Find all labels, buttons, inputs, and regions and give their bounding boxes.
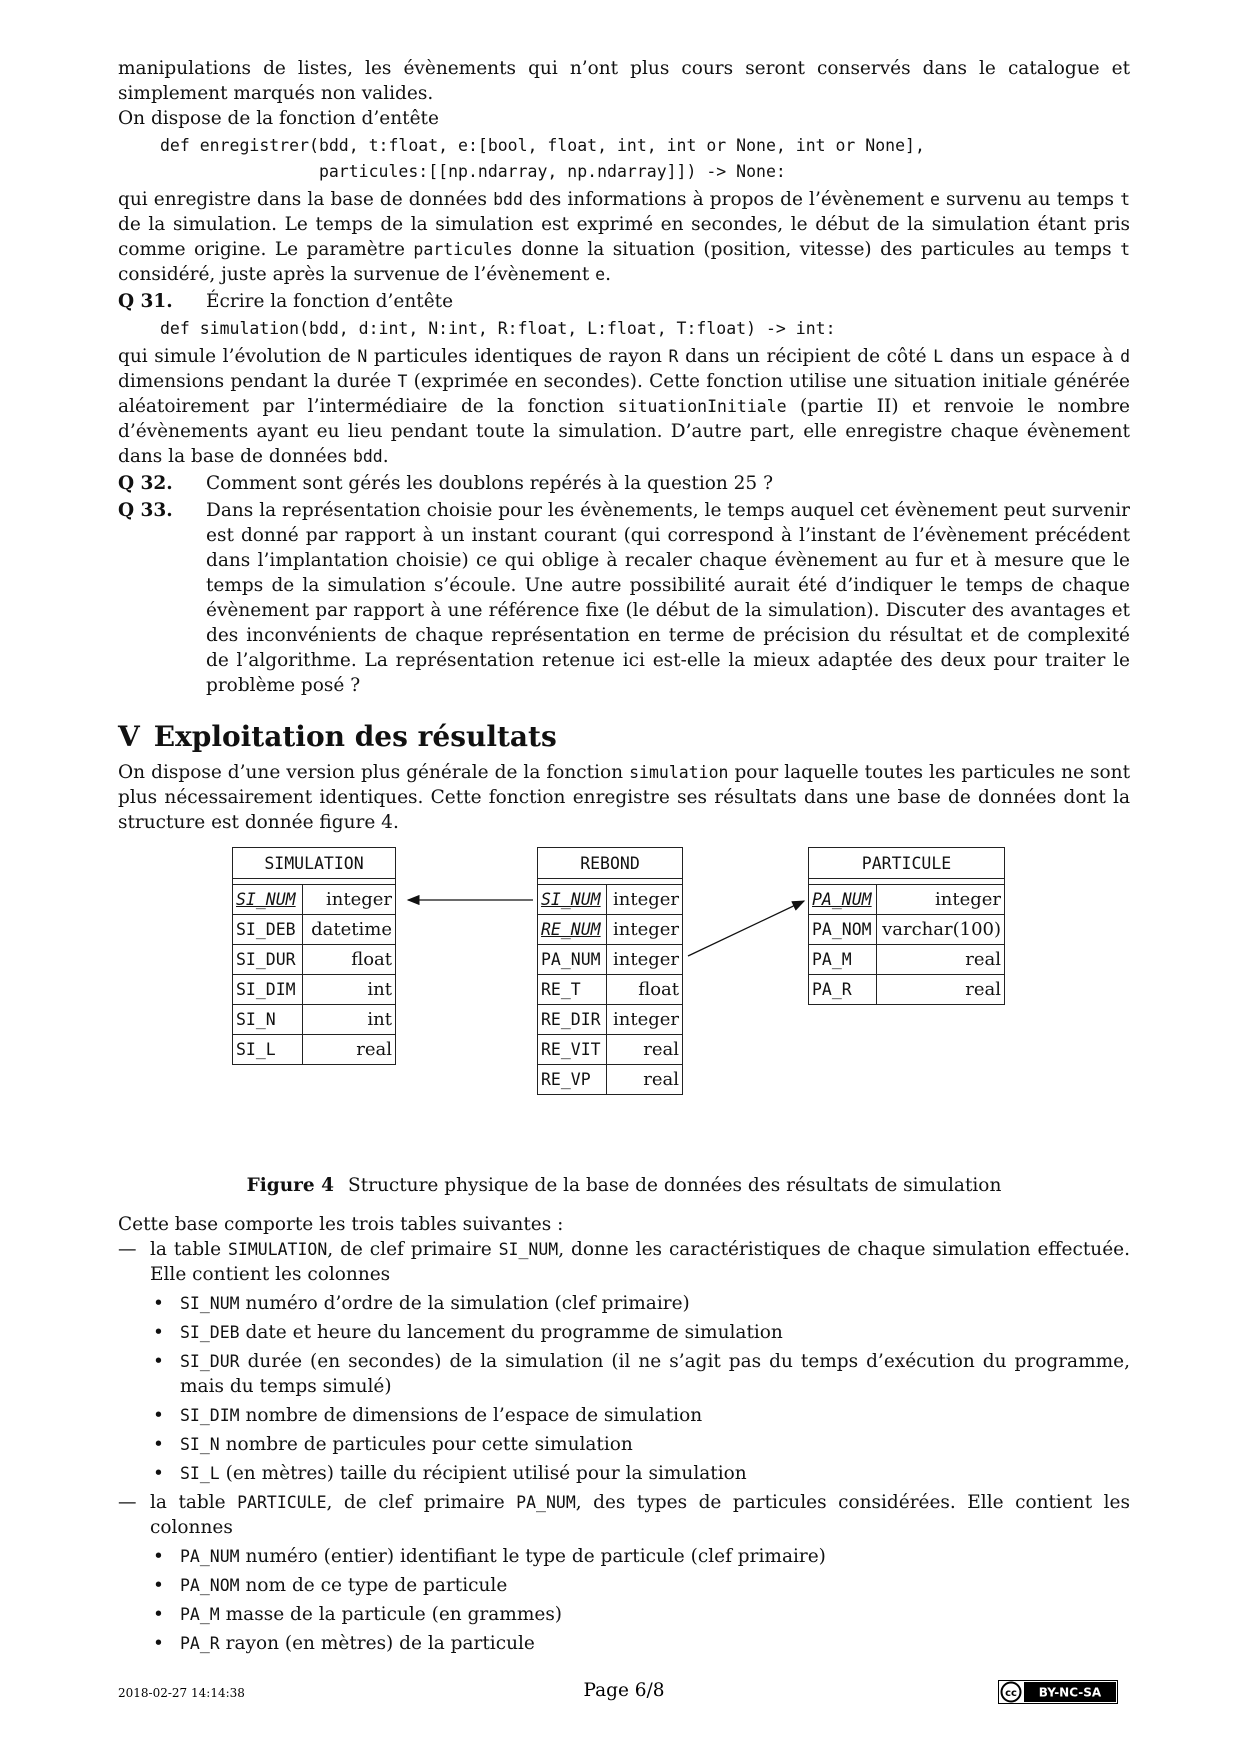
base-paragraph: Cette base comporte les trois tables suivantes : — [118, 1214, 564, 1235]
column-type: integer — [607, 945, 683, 975]
page-number: Page 6/8 — [583, 1680, 665, 1701]
simulation-columns-list — [150, 1291, 1130, 1486]
bullet-marker: • — [153, 1405, 164, 1426]
particule-columns-list — [150, 1544, 1130, 1656]
bullet-marker: • — [153, 1351, 164, 1372]
column-name: RE_T — [538, 975, 607, 1005]
dash-marker: — — [118, 1239, 137, 1260]
code-enregistrer-line-2: particules:[[np.ndarray, np.ndarray]]) -> None: — [160, 162, 786, 181]
column-description: numéro d’ordre de la simulation (clef primaire) — [239, 1293, 690, 1314]
column-name: SI_NUM — [538, 885, 607, 915]
column-name: SI_DUR — [180, 1352, 240, 1371]
column-type: integer — [303, 885, 396, 915]
question-text: Dans la représentation choisie pour les évènements, le temps auquel cet évènement peut survenir est donné par rapport à un instant courant (qui correspond à l’instant de l’évènement précédent dans l’implantation choisie) ce qui oblige à recaler chaque évènement au fur et à mesure que le temps de la simulation s’écoule. Une autre possibilité aurait été d’indiquer le temps de chaque évènement par rapport à une référence fixe (le début de la simulation). Discuter des avantages et des inconvénients de chaque représentation en terme de précision du résultat et de complexité de l’algorithme. La représentation retenue ici est-elle la mieux adaptée des deux pour traiter le problème posé ? — [206, 500, 1130, 696]
column-description: date et heure du lancement du programme de simulation — [239, 1322, 783, 1343]
bullet-marker: • — [153, 1604, 164, 1625]
column-type: integer — [607, 915, 683, 945]
column-name: PA_R — [180, 1634, 220, 1653]
column-type: real — [607, 1065, 683, 1095]
column-type: float — [607, 975, 683, 1005]
column-name: PA_NUM — [538, 945, 607, 975]
column-name: SI_NUM — [180, 1294, 240, 1313]
bullet-marker: • — [153, 1293, 164, 1314]
column-name: SI_DUR — [233, 945, 303, 975]
column-name: SI_N — [233, 1005, 303, 1035]
table-name: REBOND — [538, 848, 683, 879]
relation-arrows — [118, 847, 1130, 1167]
column-name: PA_M — [809, 945, 877, 975]
figure-caption-text: Structure physique de la base de données des résultats de simulation — [348, 1175, 1002, 1196]
question-label: Q 32. — [118, 473, 173, 494]
column-name: RE_VP — [538, 1065, 607, 1095]
bullet-marker: • — [153, 1633, 164, 1654]
list-item — [150, 1432, 1130, 1457]
list-item — [150, 1403, 1130, 1428]
column-name: SI_DEB — [180, 1323, 240, 1342]
column-name: RE_VIT — [538, 1035, 607, 1065]
question-32 — [118, 471, 1130, 496]
tables-description-list — [118, 1237, 1130, 1656]
column-description: durée (en secondes) de la simulation (il ne s’agit pas du temps d’exécution du programme, mais du temps simulé) — [180, 1351, 1130, 1397]
column-name: PA_R — [809, 975, 877, 1005]
column-name: PA_NUM — [180, 1547, 240, 1566]
page-footer — [118, 1680, 1130, 1706]
section-number: V — [118, 720, 140, 753]
column-name: SI_L — [233, 1035, 303, 1065]
figure-caption — [118, 1173, 1130, 1198]
column-type: integer — [876, 885, 1004, 915]
column-description: rayon (en mètres) de la particule — [219, 1633, 535, 1654]
column-description: masse de la particule (en grammes) — [219, 1604, 563, 1625]
list-item — [150, 1320, 1130, 1345]
question-text: Écrire la fonction d’entête — [206, 291, 454, 312]
intro-paragraph: manipulations de listes, les évènements qui n’ont plus cours seront conservés dans le catalogue et simplement marqués non valides. — [118, 58, 1130, 104]
table-name: PARTICULE — [809, 848, 1005, 879]
license-text: BY-NC-SA — [1038, 1685, 1102, 1700]
page-content — [118, 56, 1130, 1660]
column-type: real — [607, 1035, 683, 1065]
column-name: SI_DIM — [180, 1406, 240, 1425]
footer-date: 2018-02-27 14:14:38 — [118, 1686, 245, 1700]
list-item — [150, 1544, 1130, 1569]
column-type: real — [303, 1035, 396, 1065]
column-type: varchar(100) — [876, 915, 1004, 945]
column-name: PA_NOM — [180, 1576, 240, 1595]
cc-icon-text: cc — [1005, 1688, 1017, 1699]
column-type: integer — [607, 885, 683, 915]
bullet-marker: • — [153, 1463, 164, 1484]
column-name: SI_N — [180, 1435, 220, 1454]
list-item — [150, 1461, 1130, 1486]
section-title: Exploitation des résultats — [153, 720, 557, 753]
dispose-paragraph: On dispose de la fonction d’entête — [118, 108, 439, 129]
column-type: real — [876, 975, 1004, 1005]
column-name: PA_M — [180, 1605, 220, 1624]
column-name: RE_DIR — [538, 1005, 607, 1035]
arrow-rebond-to-particule — [688, 901, 804, 956]
enregistrer-description: qui enregistre dans la base de données bdd des informations à propos de l’évènement e survenu au temps t de la simulation. Le temps de la simulation est exprimé en secondes, le début de la simulation étant pris comme origine. Le paramètre particules donne la situation (position, vitesse) des particules au temps t considéré, juste après la survenue de l’évènement e. — [118, 189, 1130, 285]
list-item — [150, 1631, 1130, 1656]
column-type: float — [303, 945, 396, 975]
code-simulation: def simulation(bdd, d:int, N:int, R:float, L:float, T:float) -> int: — [160, 319, 836, 338]
column-description: nom de ce type de particule — [239, 1575, 508, 1596]
column-type: datetime — [303, 915, 396, 945]
dash-marker: — — [118, 1492, 137, 1513]
column-name: RE_NUM — [538, 915, 607, 945]
section-intro: On dispose d’une version plus générale de la fonction simulation pour laquelle toutes les particules ne sont plus nécessairement identiques. Cette fonction enregistre ses résultats dans une base de données dont la structure est donnée figure 4. — [118, 762, 1130, 833]
list-item — [150, 1573, 1130, 1598]
bullet-marker: • — [153, 1434, 164, 1455]
section-heading — [118, 720, 1130, 754]
column-type: int — [303, 975, 396, 1005]
code-enregistrer-line-1: def enregistrer(bdd, t:float, e:[bool, float, int, int or None, int or None], — [160, 136, 925, 155]
question-label: Q 31. — [118, 291, 173, 312]
list-item — [150, 1349, 1130, 1399]
column-type: real — [876, 945, 1004, 975]
column-description: numéro (entier) identifiant le type de particule (clef primaire) — [239, 1546, 826, 1567]
column-name: PA_NOM — [809, 915, 877, 945]
table-name: SIMULATION — [233, 848, 396, 879]
column-name: SI_DEB — [233, 915, 303, 945]
column-description: (en mètres) taille du récipient utilisé pour la simulation — [219, 1463, 747, 1484]
column-name: SI_L — [180, 1464, 220, 1483]
question-31 — [118, 289, 1130, 314]
column-description: nombre de dimensions de l’espace de simulation — [239, 1405, 703, 1426]
figure-label: Figure 4 — [246, 1175, 335, 1196]
list-item-simulation: — la table SIMULATION, de clef primaire SI_NUM, donne les caractéristiques de chaque simulation effectuée. Elle contient les colonnes • SI_NUM numéro d’ordre de la simulation (clef primaire) • SI_DEB date et heure du lancement du programme de simulation • SI_DUR durée (en secondes) de la simulation (il ne s’agit pas du temps d’exécution du programme, mais du temps simulé) • SI_DIM nombre de dimensions de l’espace de simulation • SI_N nombre de particules pour cette simulation • SI_L (en mètres) taille du récipient utilisé pour la simulation — [118, 1239, 1130, 1484]
simulation-description: qui simule l’évolution de N particules identiques de rayon R dans un récipient de côté L dans un espace à d dimensions pendant la durée T (exprimée en secondes). Cette fonction utilise une situation initiale générée aléatoirement par l’intermédiaire de la fonction situationInitiale (partie II) et renvoie le nombre d’évènements ayant eu lieu pendant toute la simulation. D’autre part, elle enregistre chaque évènement dans la base de données bdd. — [118, 346, 1130, 467]
question-label: Q 33. — [118, 500, 173, 521]
column-type: int — [303, 1005, 396, 1035]
database-schema-diagram — [118, 847, 1130, 1167]
column-type: integer — [607, 1005, 683, 1035]
column-name: PA_NUM — [809, 885, 877, 915]
column-description: nombre de particules pour cette simulation — [219, 1434, 633, 1455]
list-item-particule: — la table PARTICULE, de clef primaire PA_NUM, des types de particules considérées. Elle contient les colonnes • PA_NUM numéro (entier) identifiant le type de particule (clef primaire) • PA_NOM nom de ce type de particule • PA_M masse de la particule (en grammes) • PA_R rayon (en mètres) de la particule — [118, 1492, 1131, 1654]
question-33 — [118, 498, 1130, 698]
cc-license-badge — [998, 1680, 1118, 1704]
list-item — [150, 1291, 1130, 1316]
list-item — [150, 1602, 1130, 1627]
column-name: SI_DIM — [233, 975, 303, 1005]
bullet-marker: • — [153, 1322, 164, 1343]
question-text: Comment sont gérés les doublons repérés à la question 25 ? — [206, 473, 774, 494]
column-name: SI_NUM — [233, 885, 303, 915]
bullet-marker: • — [153, 1546, 164, 1567]
bullet-marker: • — [153, 1575, 164, 1596]
